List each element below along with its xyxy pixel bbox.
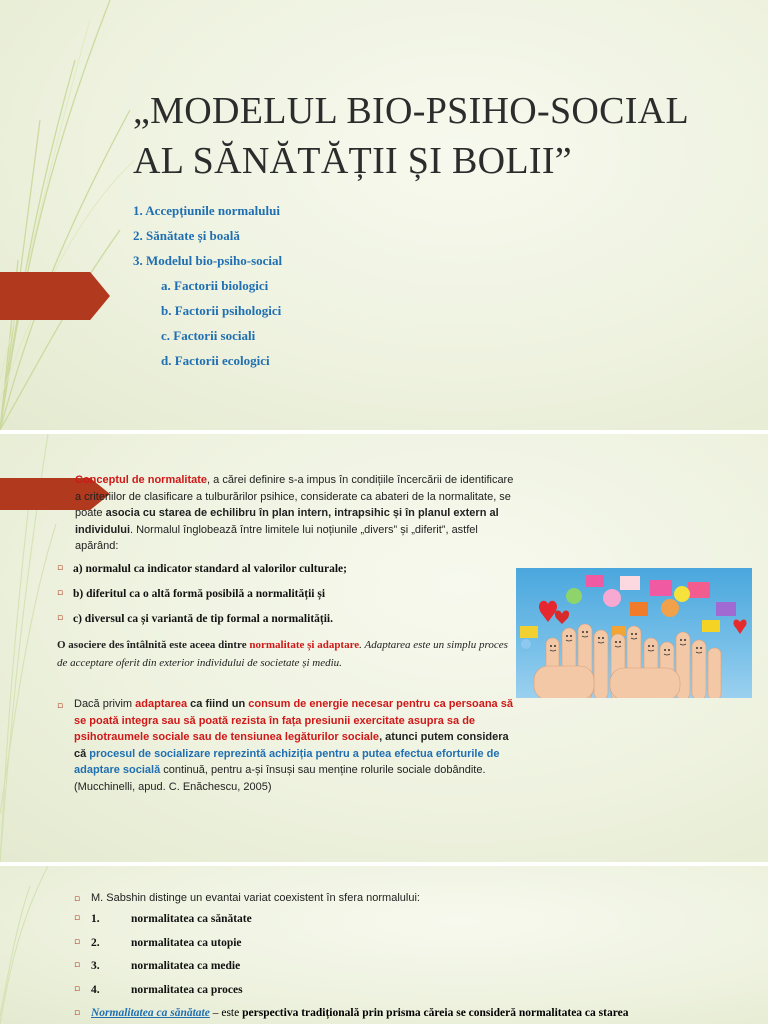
paragraph-italic-text: . Adaptarea este un simplu proces de acceptare oferit din exterior individului de societate și mediu. bbox=[57, 639, 508, 669]
paragraph-text: . Normalul înglobează între limitele lui noțiunile „divers” și „diferit”, astfel apărând: bbox=[75, 523, 478, 552]
item-label: normalitatea ca utopie bbox=[131, 936, 242, 949]
list-item bbox=[57, 588, 517, 613]
grass-decoration bbox=[0, 0, 140, 430]
bullet-arrow-icon: ▫ bbox=[74, 960, 81, 970]
term-socializare: procesul de socializare reprezintă achiziția pentru a putea efectua eforturile de adaptare socială bbox=[74, 747, 500, 776]
paragraph-normalitate bbox=[75, 472, 515, 555]
paragraph-adaptare bbox=[57, 636, 517, 672]
paragraph-bold-text: ca fiind un bbox=[187, 698, 249, 710]
list-item bbox=[74, 960, 734, 984]
toc-item-3b[interactable]: b. Factorii psihologici bbox=[161, 303, 282, 318]
toc-item-1[interactable]: 1. Accepțiunile normalului bbox=[133, 203, 280, 218]
item-number: 1. bbox=[91, 913, 100, 925]
item-label: normalitatea ca sănătate bbox=[131, 913, 252, 925]
title-line-2: AL SĂNĂTĂȚII ȘI BOLII” bbox=[133, 140, 572, 182]
list-item-text: a) normalul ca indicator standard al valorilor culturale; bbox=[73, 563, 347, 575]
paragraph-text: Dacă privim bbox=[74, 698, 136, 710]
bullet-arrow-icon: ▫ bbox=[74, 1008, 81, 1018]
paragraph-bold-text: asocia cu starea de echilibru în plan intern, intrapsihic și în planul extern al individului bbox=[75, 507, 499, 536]
paragraph-socializare bbox=[57, 696, 517, 795]
slide-title-heading bbox=[133, 86, 753, 186]
bullet-arrow-icon: ▫ bbox=[74, 936, 81, 947]
normalitatea-sanatate-link[interactable]: Normalitatea ca sănătate bbox=[91, 1007, 210, 1019]
fingers-speech-bubbles-image bbox=[516, 568, 752, 698]
definition-dash: – este bbox=[209, 1007, 243, 1019]
item-number: 3. bbox=[91, 960, 100, 972]
item-number: 4. bbox=[91, 983, 100, 996]
intro-text: M. Sabshin distinge un evantai variat coexistent în sfera normalului: bbox=[91, 892, 420, 904]
toc-item-3a[interactable]: a. Factorii biologici bbox=[161, 278, 269, 293]
bullet-arrow-icon: ▫ bbox=[57, 563, 64, 573]
toc-item-3[interactable]: 3. Modelul bio-psiho-social bbox=[133, 253, 283, 268]
item-label: normalitatea ca proces bbox=[131, 983, 243, 996]
grass-decoration bbox=[0, 866, 60, 1024]
toc-item-3c[interactable]: c. Factorii sociali bbox=[161, 328, 256, 343]
bullet-arrow-icon: ▫ bbox=[57, 701, 64, 711]
slide-sabshin bbox=[0, 866, 768, 1024]
toc-item-3d[interactable]: d. Factorii ecologici bbox=[161, 353, 270, 368]
bullet-arrow-icon: ▫ bbox=[74, 913, 81, 923]
paragraph-text: , a cărei definire s-a impus în condițiile încercării de identificare a criteriilor de clasificare a tulburărilor psihice, considerate ca abateri de la normalitate, se poate bbox=[75, 474, 514, 519]
term-normalitate-adaptare: normalitate și adaptare bbox=[249, 639, 360, 651]
list-item-text: b) diferitul ca o altă formă posibilă a normalității și bbox=[73, 588, 326, 600]
toc-item-2[interactable]: 2. Sănătate și boală bbox=[133, 228, 240, 243]
accent-arrow-tab bbox=[0, 272, 110, 320]
bullet-arrow-icon: ▫ bbox=[57, 588, 64, 598]
term-normalitate: Conceptul de normalitate bbox=[75, 474, 208, 486]
list-item bbox=[74, 937, 734, 961]
item-number: 2. bbox=[91, 936, 100, 949]
bullet-arrow-icon: ▫ bbox=[57, 613, 64, 623]
paragraph-bold-text: O asociere des întâlnită este aceea dintre bbox=[57, 639, 250, 651]
slide-title bbox=[0, 0, 768, 430]
list-item bbox=[74, 913, 734, 937]
list-item bbox=[57, 563, 517, 588]
slide-normalitate bbox=[0, 434, 768, 862]
title-line-1: „MODELUL BIO-PSIHO-SOCIAL bbox=[133, 90, 689, 132]
normality-health-definition bbox=[74, 1007, 764, 1019]
list-item-text: c) diversul ca și variantă de tip formal a normalității. bbox=[73, 613, 333, 625]
definition-bold-text: perspectiva tradițională prin prisma căreia se consideră normalitatea ca starea bbox=[242, 1007, 629, 1019]
table-of-contents bbox=[133, 202, 282, 377]
item-label: normalitatea ca medie bbox=[131, 960, 241, 972]
bullet-arrow-icon: ▫ bbox=[74, 983, 81, 994]
bullet-list bbox=[57, 563, 517, 638]
term-adaptarea: adaptarea bbox=[135, 698, 188, 710]
paragraph-bold-text: , atunci putem considera că bbox=[74, 731, 509, 760]
list-item bbox=[57, 613, 517, 638]
paragraph-text: continuă, pentru a-și însuși sau menține rolurile sociale dobândite. (Mucchinelli, apud. C. Enăchescu, 2005) bbox=[74, 764, 486, 793]
list-item bbox=[74, 984, 734, 1008]
sabshin-intro bbox=[74, 890, 734, 907]
bullet-arrow-icon: ▫ bbox=[74, 894, 81, 904]
term-consum-energie: consum de energie necesar pentru ca persoana să se poată integra sau să poată rezista în fața presiunii exercitate asupra sa de psihotraumele sociale sau de tensiunea legăturilor sociale bbox=[74, 698, 513, 743]
normality-types-list bbox=[74, 913, 734, 1007]
